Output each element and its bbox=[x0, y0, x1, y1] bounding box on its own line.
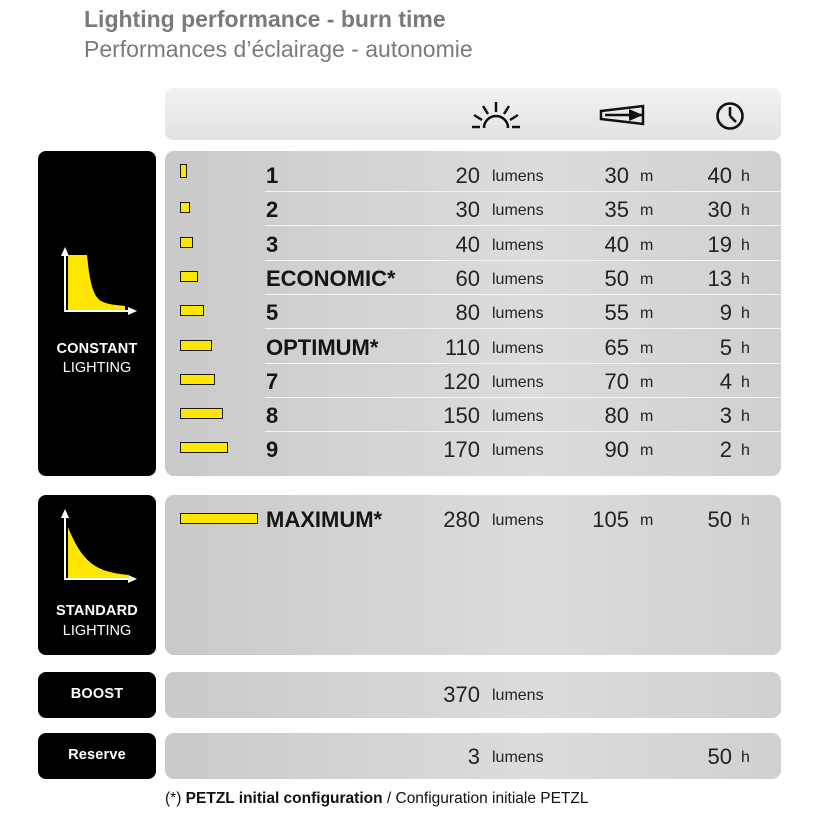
level-bar bbox=[180, 271, 198, 282]
footnote-prefix: (*) bbox=[165, 790, 186, 807]
distance-value: 35 bbox=[604, 197, 629, 223]
time-value: 30 bbox=[707, 197, 732, 223]
distance-value: 80 bbox=[604, 403, 629, 429]
distance-unit: m bbox=[640, 408, 654, 426]
time-unit: h bbox=[741, 408, 750, 426]
lumens-unit: lumens bbox=[492, 339, 544, 357]
mode-name: OPTIMUM* bbox=[266, 334, 379, 360]
time-unit: h bbox=[741, 442, 750, 460]
distance-unit: m bbox=[640, 373, 654, 391]
level-bar bbox=[180, 237, 193, 248]
lumens-unit: lumens bbox=[492, 202, 544, 220]
boost-row bbox=[165, 678, 781, 712]
distance-value: 55 bbox=[604, 300, 629, 326]
lumens-unit: lumens bbox=[492, 305, 544, 323]
mode-name: 1 bbox=[266, 163, 279, 188]
table-row bbox=[165, 158, 781, 192]
mode-name: 2 bbox=[266, 197, 279, 223]
distance-value: 40 bbox=[604, 231, 629, 257]
distance-unit: m bbox=[640, 305, 654, 323]
time-value: 5 bbox=[719, 334, 732, 360]
time-value: 9 bbox=[719, 300, 732, 326]
table-row bbox=[165, 330, 781, 364]
distance-value: 105 bbox=[592, 507, 629, 532]
level-bar bbox=[180, 408, 223, 419]
distance-value: 90 bbox=[604, 437, 629, 463]
time-unit: h bbox=[741, 512, 750, 529]
table-row bbox=[165, 192, 781, 226]
constant-label-bold: CONSTANT bbox=[56, 341, 138, 357]
lumens-value: 120 bbox=[443, 368, 480, 394]
mode-name: ECONOMIC* bbox=[266, 265, 396, 291]
distance-value: 65 bbox=[604, 334, 629, 360]
time-unit: h bbox=[741, 168, 750, 185]
table-row bbox=[165, 364, 781, 398]
standard-curve-icon bbox=[55, 505, 137, 587]
constant-lighting-label bbox=[38, 151, 156, 476]
footnote bbox=[165, 790, 588, 808]
lumens-value: 80 bbox=[455, 300, 480, 326]
distance-unit: m bbox=[640, 512, 654, 529]
beam-distance-icon bbox=[599, 104, 647, 126]
clock-icon bbox=[714, 101, 746, 131]
mode-name: 5 bbox=[266, 300, 279, 326]
table-row bbox=[165, 432, 781, 466]
reserve-label bbox=[38, 733, 156, 779]
level-bar bbox=[180, 374, 215, 385]
mode-name: 3 bbox=[266, 231, 279, 257]
lumens-value: 150 bbox=[443, 403, 480, 429]
lumens-unit: lumens bbox=[492, 270, 544, 288]
table-row bbox=[165, 227, 781, 261]
lumens-value: 110 bbox=[444, 334, 480, 360]
lumens-unit: lumens bbox=[492, 236, 544, 254]
time-unit: h bbox=[741, 270, 750, 288]
lumens-unit: lumens bbox=[492, 749, 544, 766]
level-bar bbox=[180, 305, 204, 316]
time-unit: h bbox=[741, 373, 750, 391]
lumens-value: 3 bbox=[467, 744, 480, 769]
standard-lighting-label bbox=[38, 495, 156, 655]
distance-unit: m bbox=[640, 236, 654, 254]
table-row bbox=[165, 398, 781, 432]
time-unit: h bbox=[741, 749, 750, 766]
level-bar bbox=[180, 202, 190, 213]
time-value: 13 bbox=[707, 265, 732, 291]
lumens-unit: lumens bbox=[492, 512, 544, 529]
lumens-unit: lumens bbox=[492, 168, 544, 185]
level-bar bbox=[180, 340, 212, 351]
page-title: Lighting performance - burn time bbox=[84, 6, 446, 32]
time-value: 50 bbox=[707, 744, 732, 769]
footnote-rest: / Configuration initiale PETZL bbox=[382, 790, 589, 807]
mode-name: 7 bbox=[266, 368, 279, 394]
distance-value: 50 bbox=[604, 265, 629, 291]
time-unit: h bbox=[741, 236, 750, 254]
lumens-unit: lumens bbox=[492, 373, 544, 391]
column-header-bar bbox=[165, 88, 781, 140]
lumens-value: 60 bbox=[455, 265, 480, 291]
constant-label-normal: LIGHTING bbox=[62, 360, 132, 376]
time-value: 40 bbox=[707, 163, 732, 188]
time-unit: h bbox=[741, 305, 750, 323]
lumens-value: 370 bbox=[443, 682, 480, 707]
lumens-unit: lumens bbox=[492, 408, 544, 426]
mode-name: 8 bbox=[266, 403, 279, 429]
time-unit: h bbox=[741, 339, 750, 357]
reserve-label-text: Reserve bbox=[68, 747, 126, 763]
brightness-icon bbox=[470, 100, 522, 130]
time-value: 19 bbox=[707, 231, 732, 257]
distance-value: 30 bbox=[604, 163, 629, 188]
lumens-value: 40 bbox=[455, 231, 480, 257]
page-subtitle: Performances d’éclairage - autonomie bbox=[84, 36, 473, 62]
distance-unit: m bbox=[640, 442, 654, 460]
table-row bbox=[165, 261, 781, 295]
boost-label-text: BOOST bbox=[70, 686, 124, 702]
boost-label bbox=[38, 672, 156, 718]
mode-name: 9 bbox=[266, 437, 279, 463]
time-value: 2 bbox=[719, 437, 732, 463]
distance-unit: m bbox=[640, 270, 654, 288]
table-row bbox=[165, 295, 781, 329]
lumens-value: 30 bbox=[455, 197, 480, 223]
level-bar bbox=[180, 164, 187, 178]
time-value: 4 bbox=[719, 368, 732, 394]
time-value: 50 bbox=[707, 507, 732, 532]
distance-unit: m bbox=[640, 168, 654, 185]
time-unit: h bbox=[741, 202, 750, 220]
standard-label-bold: STANDARD bbox=[56, 603, 138, 619]
standard-row bbox=[165, 503, 781, 537]
distance-unit: m bbox=[640, 339, 654, 357]
standard-label-normal: LIGHTING bbox=[62, 623, 132, 639]
lumens-value: 20 bbox=[455, 163, 480, 188]
level-bar bbox=[180, 513, 258, 524]
lumens-unit: lumens bbox=[492, 442, 544, 460]
distance-unit: m bbox=[640, 202, 654, 220]
level-bar bbox=[180, 442, 228, 453]
footnote-bold: PETZL initial configuration bbox=[185, 790, 383, 807]
lumens-value: 170 bbox=[443, 437, 480, 463]
lumens-unit: lumens bbox=[492, 687, 544, 704]
constant-curve-icon bbox=[55, 243, 137, 321]
time-value: 3 bbox=[719, 403, 732, 429]
lumens-value: 280 bbox=[443, 507, 480, 532]
mode-name: MAXIMUM* bbox=[266, 507, 383, 532]
reserve-row bbox=[165, 740, 781, 774]
distance-value: 70 bbox=[604, 368, 629, 394]
